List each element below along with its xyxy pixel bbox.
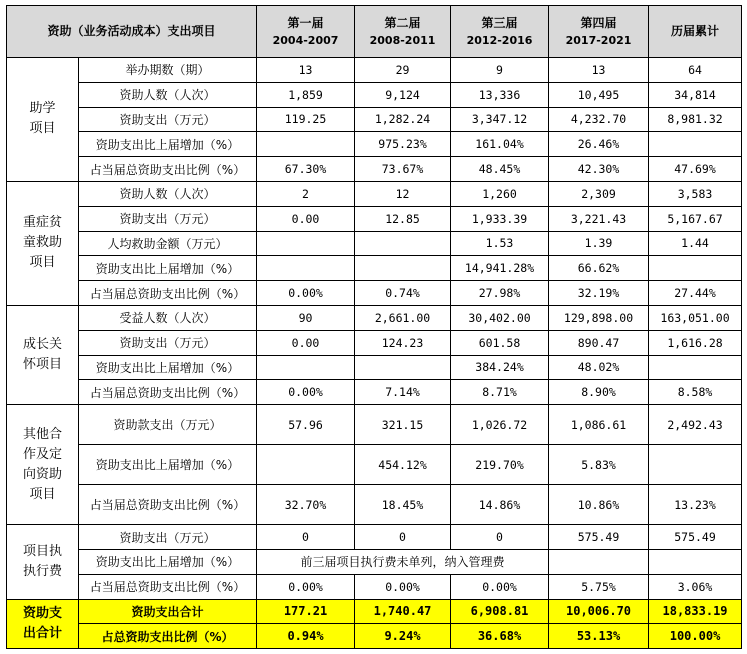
value-cell: 3,583: [649, 181, 742, 206]
value-cell: 5,167.67: [649, 206, 742, 231]
value-cell: 14,941.28%: [451, 256, 549, 281]
value-cell: 8.90%: [549, 380, 649, 405]
item-label: 资助支出比上届增加（%）: [79, 549, 257, 574]
item-label: 资助款支出（万元）: [79, 405, 257, 445]
value-cell: 975.23%: [355, 132, 451, 157]
table-row: [7, 305, 742, 330]
value-cell: [257, 231, 355, 256]
value-cell: 73.67%: [355, 157, 451, 182]
value-cell: 0: [257, 525, 355, 550]
period-label: 第四届: [580, 15, 617, 30]
total-category-cell: 资助支 出合计: [7, 599, 79, 649]
category-cell: 重症贫 童救助 项目: [7, 181, 79, 305]
total-value-cell: 9.24%: [355, 624, 451, 649]
table-row: [7, 485, 742, 525]
table-row: [7, 574, 742, 599]
value-cell: 129,898.00: [549, 305, 649, 330]
note-cell: 前三届项目执行费未单列，纳入管理费: [257, 549, 549, 574]
value-cell: 1.44: [649, 231, 742, 256]
item-label: 资助支出比上届增加（%）: [79, 445, 257, 485]
value-cell: 9: [451, 58, 549, 83]
value-cell: 124.23: [355, 330, 451, 355]
value-cell: 1,859: [257, 82, 355, 107]
value-cell: 2,492.43: [649, 405, 742, 445]
table-row: [7, 231, 742, 256]
value-cell: 0.00%: [355, 574, 451, 599]
value-cell: 10,495: [549, 82, 649, 107]
table-row: [7, 107, 742, 132]
total-item-label: 占总资助支出比例（%）: [79, 624, 257, 649]
item-label: 受益人数（人次）: [79, 305, 257, 330]
value-cell: 0: [451, 525, 549, 550]
table-row: [7, 355, 742, 380]
value-cell: 0: [355, 525, 451, 550]
value-cell: [649, 355, 742, 380]
table-row: [7, 445, 742, 485]
total-value-cell: 0.94%: [257, 624, 355, 649]
value-cell: 119.25: [257, 107, 355, 132]
item-label: 占当届总资助支出比例（%）: [79, 485, 257, 525]
value-cell: 0.00%: [451, 574, 549, 599]
total-item-label: 资助支出合计: [79, 599, 257, 624]
value-cell: [649, 132, 742, 157]
value-cell: 0.00: [257, 206, 355, 231]
item-label: 资助支出比上届增加（%）: [79, 256, 257, 281]
value-cell: 890.47: [549, 330, 649, 355]
item-label: 资助支出（万元）: [79, 206, 257, 231]
period-label: 第二届: [384, 15, 421, 30]
value-cell: 27.98%: [451, 281, 549, 306]
item-label: 举办期数（期）: [79, 58, 257, 83]
value-cell: 0.74%: [355, 281, 451, 306]
value-cell: [549, 549, 649, 574]
value-cell: 8.71%: [451, 380, 549, 405]
period-years: 2004-2007: [272, 33, 339, 47]
value-cell: 0.00%: [257, 380, 355, 405]
value-cell: 32.19%: [549, 281, 649, 306]
value-cell: 1,086.61: [549, 405, 649, 445]
value-cell: 26.46%: [549, 132, 649, 157]
total-row: [7, 624, 742, 649]
total-value-cell: 18,833.19: [649, 599, 742, 624]
value-cell: 8,981.32: [649, 107, 742, 132]
header-period-1: [257, 6, 355, 58]
value-cell: 4,232.70: [549, 107, 649, 132]
value-cell: 161.04%: [451, 132, 549, 157]
value-cell: 3,221.43: [549, 206, 649, 231]
value-cell: 90: [257, 305, 355, 330]
value-cell: 1,260: [451, 181, 549, 206]
table-row: [7, 157, 742, 182]
total-value-cell: 6,908.81: [451, 599, 549, 624]
value-cell: [257, 132, 355, 157]
value-cell: 13.23%: [649, 485, 742, 525]
table-row: [7, 405, 742, 445]
table-row: [7, 380, 742, 405]
value-cell: 8.58%: [649, 380, 742, 405]
value-cell: 3,347.12: [451, 107, 549, 132]
total-value-cell: 36.68%: [451, 624, 549, 649]
table-row: [7, 281, 742, 306]
header-row: [7, 6, 742, 58]
value-cell: 9,124: [355, 82, 451, 107]
value-cell: 1,933.39: [451, 206, 549, 231]
value-cell: 0.00: [257, 330, 355, 355]
value-cell: 1,026.72: [451, 405, 549, 445]
value-cell: 29: [355, 58, 451, 83]
value-cell: 0.00%: [257, 574, 355, 599]
value-cell: [257, 355, 355, 380]
value-cell: 321.15: [355, 405, 451, 445]
item-label: 资助人数（人次）: [79, 82, 257, 107]
table-row: [7, 132, 742, 157]
value-cell: [257, 445, 355, 485]
value-cell: 575.49: [649, 525, 742, 550]
value-cell: 384.24%: [451, 355, 549, 380]
value-cell: 454.12%: [355, 445, 451, 485]
value-cell: 5.75%: [549, 574, 649, 599]
value-cell: 13: [257, 58, 355, 83]
item-label: 资助人数（人次）: [79, 181, 257, 206]
value-cell: 1.39: [549, 231, 649, 256]
value-cell: [649, 549, 742, 574]
value-cell: 601.58: [451, 330, 549, 355]
value-cell: 13: [549, 58, 649, 83]
value-cell: 13,336: [451, 82, 549, 107]
value-cell: [355, 355, 451, 380]
table-body: [7, 58, 742, 649]
value-cell: [355, 256, 451, 281]
table-row: [7, 525, 742, 550]
value-cell: 27.44%: [649, 281, 742, 306]
value-cell: 1.53: [451, 231, 549, 256]
category-cell: 其他合 作及定 向资助 项目: [7, 405, 79, 525]
total-value-cell: 100.00%: [649, 624, 742, 649]
funding-expenditure-table: [6, 5, 742, 649]
table-row: [7, 206, 742, 231]
value-cell: 10.86%: [549, 485, 649, 525]
value-cell: 30,402.00: [451, 305, 549, 330]
value-cell: 219.70%: [451, 445, 549, 485]
value-cell: 2: [257, 181, 355, 206]
value-cell: 32.70%: [257, 485, 355, 525]
header-period-4: [549, 6, 649, 58]
value-cell: 66.62%: [549, 256, 649, 281]
table-row: [7, 256, 742, 281]
period-years: 2017-2021: [565, 33, 632, 47]
table-row: [7, 181, 742, 206]
value-cell: 48.45%: [451, 157, 549, 182]
value-cell: 42.30%: [549, 157, 649, 182]
item-label: 资助支出（万元）: [79, 330, 257, 355]
value-cell: 2,661.00: [355, 305, 451, 330]
category-cell: 助学 项目: [7, 58, 79, 182]
value-cell: 2,309: [549, 181, 649, 206]
header-title: 资助（业务活动成本）支出项目: [7, 6, 257, 58]
period-label: 第三届: [481, 15, 518, 30]
value-cell: 47.69%: [649, 157, 742, 182]
value-cell: 7.14%: [355, 380, 451, 405]
value-cell: 14.86%: [451, 485, 549, 525]
value-cell: 163,051.00: [649, 305, 742, 330]
table-row: [7, 549, 742, 574]
value-cell: 12.85: [355, 206, 451, 231]
value-cell: 34,814: [649, 82, 742, 107]
item-label: 资助支出比上届增加（%）: [79, 355, 257, 380]
item-label: 资助支出（万元）: [79, 525, 257, 550]
item-label: 资助支出比上届增加（%）: [79, 132, 257, 157]
total-value-cell: 53.13%: [549, 624, 649, 649]
value-cell: 57.96: [257, 405, 355, 445]
value-cell: 48.02%: [549, 355, 649, 380]
value-cell: 12: [355, 181, 451, 206]
value-cell: 64: [649, 58, 742, 83]
value-cell: 5.83%: [549, 445, 649, 485]
item-label: 资助支出（万元）: [79, 107, 257, 132]
total-row: [7, 599, 742, 624]
value-cell: [355, 231, 451, 256]
category-cell: 成长关 怀项目: [7, 305, 79, 404]
total-value-cell: 1,740.47: [355, 599, 451, 624]
value-cell: 1,616.28: [649, 330, 742, 355]
value-cell: 575.49: [549, 525, 649, 550]
item-label: 人均救助金额（万元）: [79, 231, 257, 256]
value-cell: 67.30%: [257, 157, 355, 182]
header-cumulative: 历届累计: [649, 6, 742, 58]
table-row: [7, 82, 742, 107]
category-cell: 项目执 执行费: [7, 525, 79, 599]
header-period-3: [451, 6, 549, 58]
item-label: 占当届总资助支出比例（%）: [79, 281, 257, 306]
total-value-cell: 10,006.70: [549, 599, 649, 624]
total-value-cell: 177.21: [257, 599, 355, 624]
value-cell: 0.00%: [257, 281, 355, 306]
value-cell: [649, 445, 742, 485]
value-cell: 18.45%: [355, 485, 451, 525]
value-cell: 1,282.24: [355, 107, 451, 132]
period-years: 2012-2016: [466, 33, 533, 47]
table-row: [7, 330, 742, 355]
value-cell: 3.06%: [649, 574, 742, 599]
item-label: 占当届总资助支出比例（%）: [79, 157, 257, 182]
table-row: [7, 58, 742, 83]
value-cell: [257, 256, 355, 281]
item-label: 占当届总资助支出比例（%）: [79, 380, 257, 405]
item-label: 占当届总资助支出比例（%）: [79, 574, 257, 599]
value-cell: [649, 256, 742, 281]
period-label: 第一届: [287, 15, 324, 30]
period-years: 2008-2011: [369, 33, 436, 47]
header-period-2: [355, 6, 451, 58]
